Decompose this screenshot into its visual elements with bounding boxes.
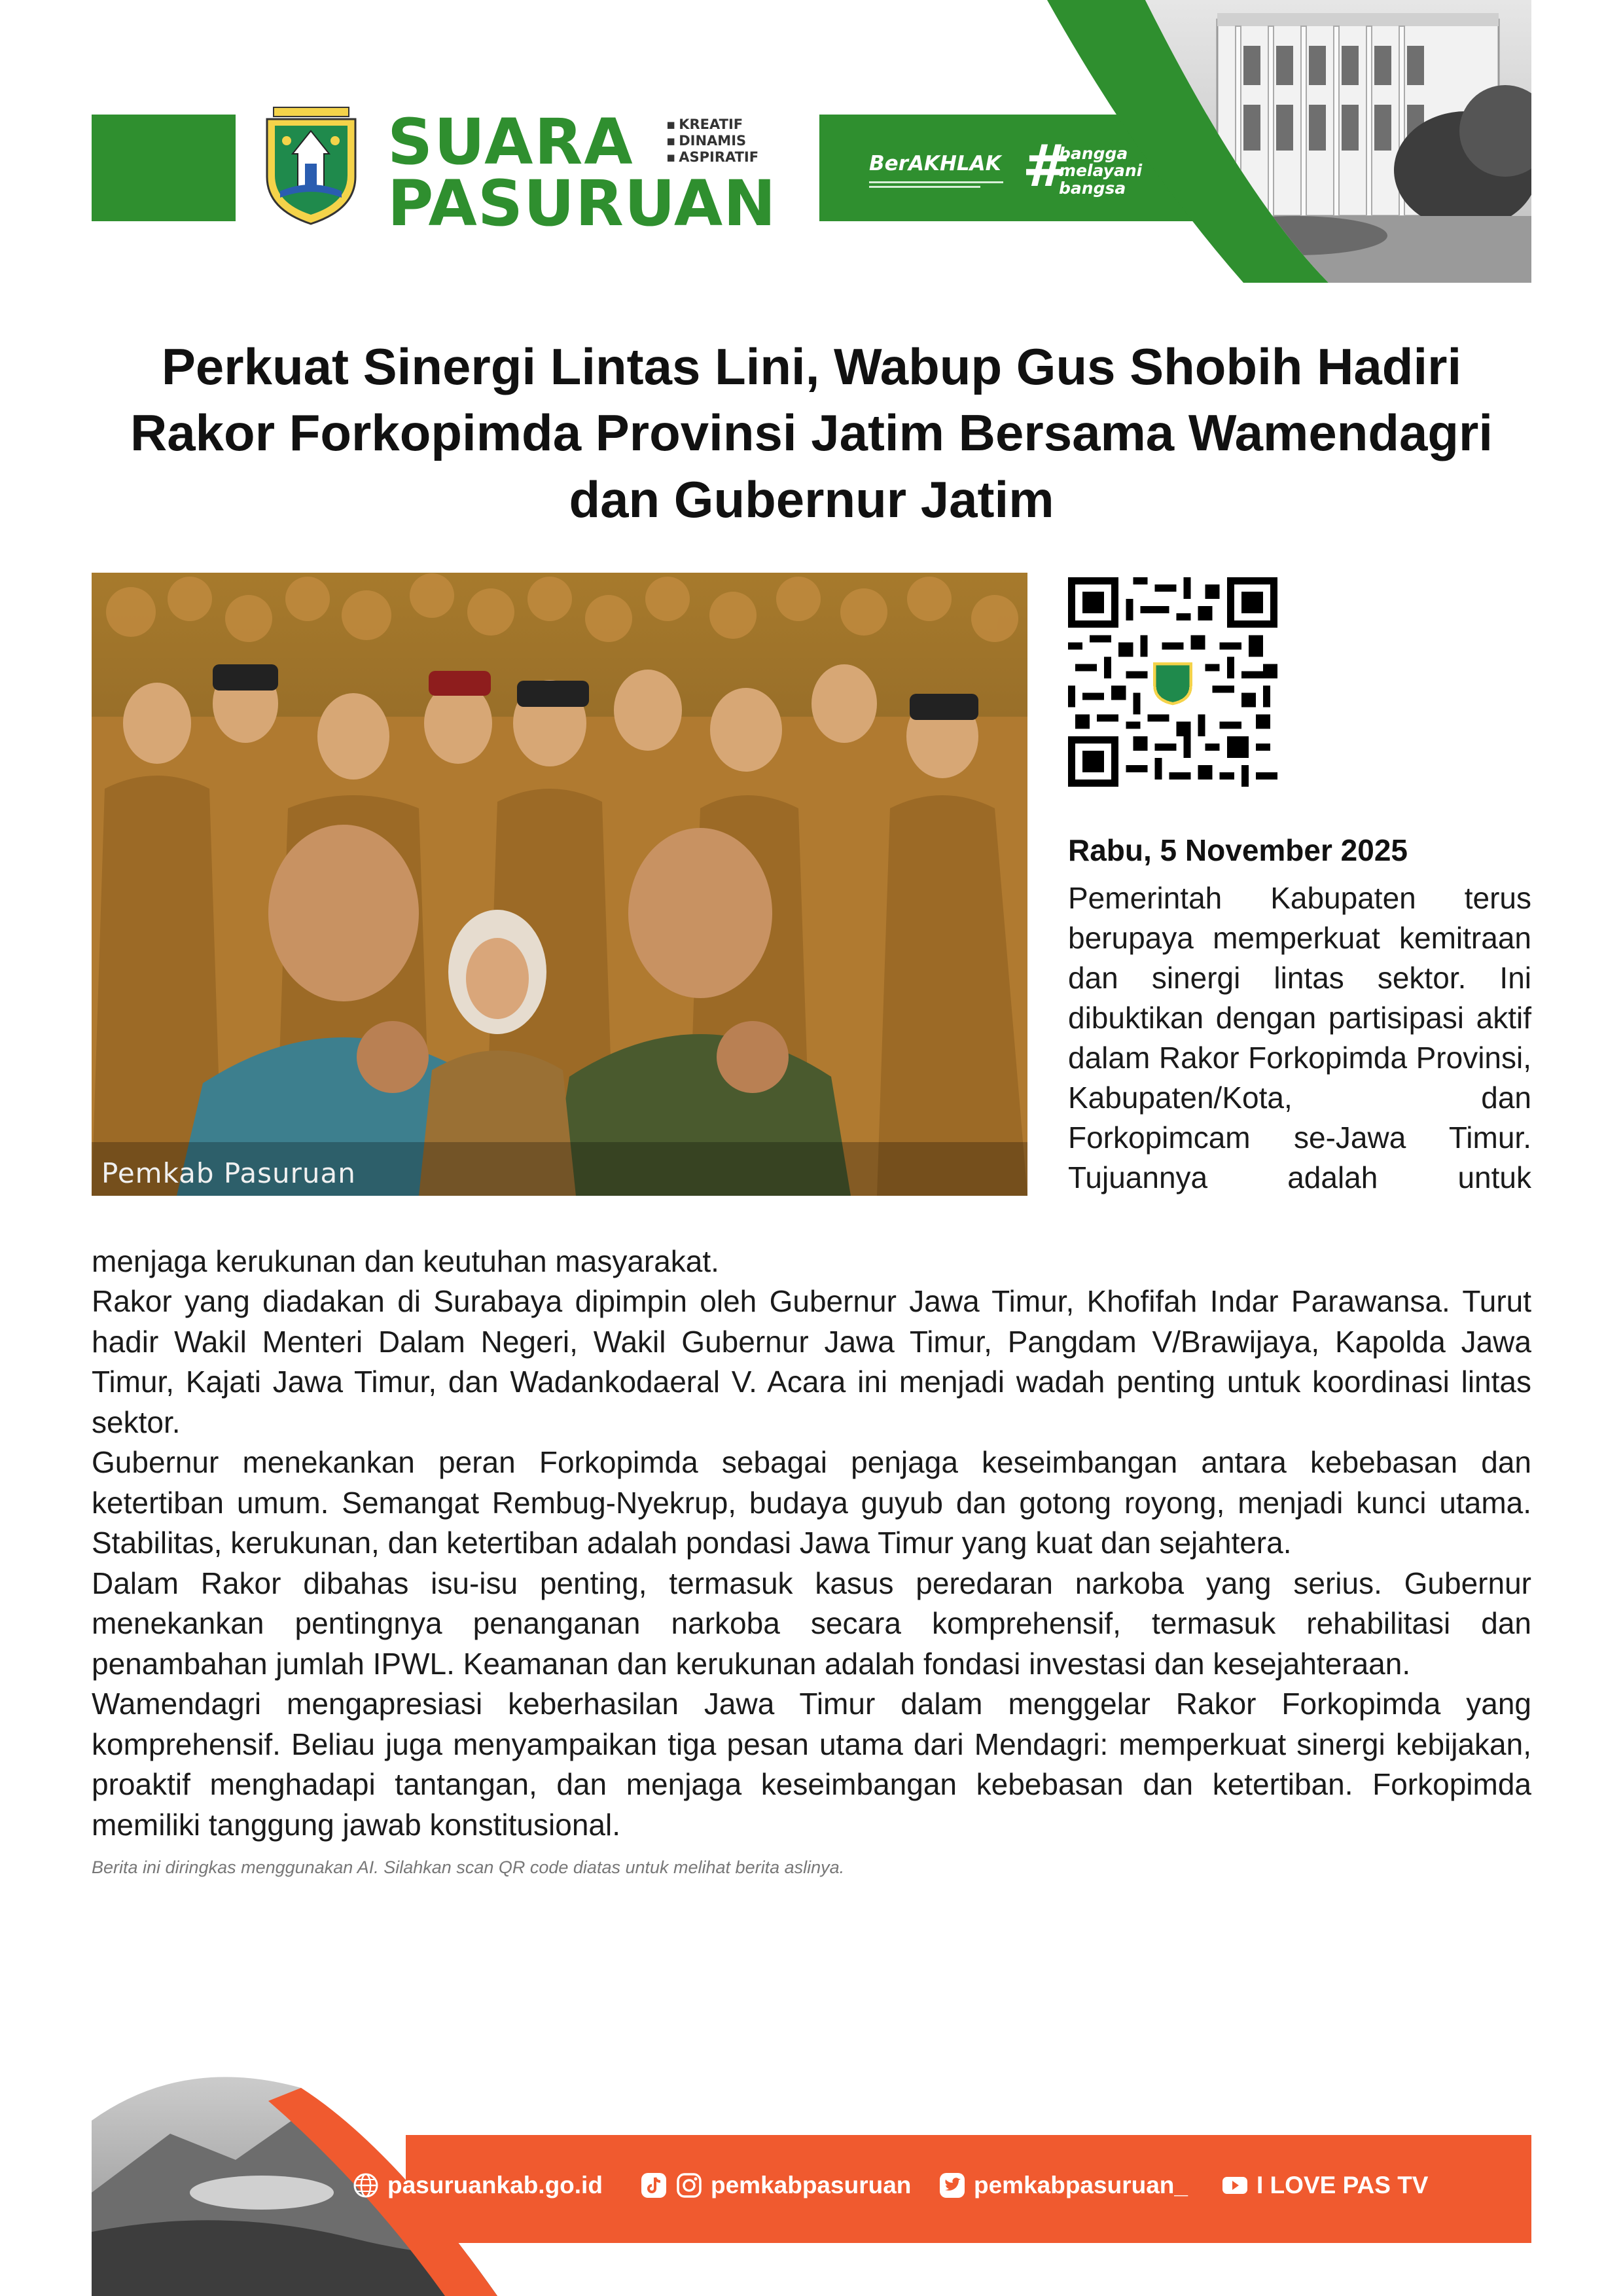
article-date: Rabu, 5 November 2025	[1068, 833, 1408, 867]
article-photo	[92, 573, 1027, 1196]
article-paragraph-3: Dalam Rakor dibahas isu-isu penting, termasuk kasus peredaran narkoba yang serius. Gubernur menekankan pentingnya penanganan narkoba secara komprehensif, termasuk rehabilitasi dan penambahan jumlah IPWL. Keamanan dan kerukunan adalah fondasi investasi dan kesejahteraan.	[92, 1566, 1531, 1681]
globe-icon	[352, 2172, 380, 2199]
hashtag-word-3: bangsa	[1059, 178, 1126, 198]
header-building-photo	[1047, 0, 1531, 283]
brand-taglines	[666, 117, 758, 165]
article-paragraph-4: Wamendagri mengapresiasi keberhasilan Jawa Timur dalam menggelar Rakor Forkopimda yang komprehensif. Beliau juga menyampaikan tiga pesan utama dari Mendagri: memperkuat sinergi kebijakan, proaktif menghadapi tantangan, dan menjaga keseimbangan kebebasan dan ketertiban. Forkopimda memiliki tanggung jawab konstitusional.	[92, 1687, 1531, 1842]
footer-youtube-text: I LOVE PAS TV	[1257, 2172, 1429, 2198]
instagram-icon	[675, 2172, 703, 2199]
footer-website-text: pasuruankab.go.id	[387, 2172, 603, 2198]
article-paragraph-1: Rakor yang diadakan di Surabaya dipimpin oleh Gubernur Jawa Timur, Khofifah Indar Parawansa. Turut hadir Wakil Menteri Dalam Negeri, Wakil Gubernur Jawa Timur, Pangdam V/Brawijaya, Kapolda Jawa Timur, Kajati Jawa Timur, dan Wadankodaeral V. Acara ini menjadi wadah penting untuk koordinasi lintas sektor.	[92, 1284, 1531, 1439]
berakhlak-logo: BerAKHLAK	[869, 152, 1001, 175]
article-lead-paragraph: Pemerintah Kabupaten terus berupaya memperkuat kemitraan dan sinergi lintas sektor. Ini dibuktikan dengan partisipasi aktif dalam Rakor Forkopimda Provinsi, Kabupaten/Kota, dan Forkopimcam se-Jawa Timur. Tujuannya adalah untuk	[1068, 881, 1531, 1194]
header-green-bar-left	[92, 115, 236, 221]
footer-twitter-link[interactable]	[938, 2172, 1188, 2199]
footer-twitter-text: pemkabpasuruan_	[974, 2172, 1188, 2198]
hashtag-word-2: melayani	[1059, 161, 1143, 181]
ai-summary-note: Berita ini diringkas menggunakan AI. Silahkan scan QR code diatas untuk melihat berita aslinya.	[92, 1857, 845, 1877]
pasuruan-regency-crest-icon	[260, 105, 362, 226]
photo-caption: Pemkab Pasuruan	[101, 1157, 356, 1189]
tagline-dinamis: ▪ DINAMIS	[666, 133, 758, 149]
tagline-kreatif: ▪ KREATIF	[666, 117, 758, 133]
youtube-icon	[1221, 2172, 1249, 2199]
article-paragraph-2: Gubernur menekankan peran Forkopimda sebagai penjaga keseimbangan antara kebebasan dan ketertiban umum. Semangat Rembug-Nyekrup, budaya guyub dan gotong royong, menjadi kunci utama. Stabilitas, kerukunan, dan ketertiban adalah pondasi Jawa Timur yang kuat dan sejahtera.	[92, 1445, 1531, 1560]
article-body	[92, 1282, 1531, 1845]
tiktok-icon	[640, 2172, 668, 2199]
hashtag-symbol: #	[1022, 132, 1071, 200]
footer-tiktok-instagram-text: pemkabpasuruan	[711, 2172, 912, 2198]
article-title: Perkuat Sinergi Lintas Lini, Wabup Gus Shobih Hadiri Rakor Forkopimda Provinsi Jatim Bersama Wamendagri dan Gubernur Jatim	[130, 338, 1493, 528]
brand-line-1: SUARA	[387, 105, 634, 179]
qr-code-icon[interactable]	[1068, 577, 1277, 787]
footer-tiktok-instagram-link[interactable]	[640, 2172, 911, 2199]
article-lead-continued: menjaga kerukunan dan keutuhan masyarakat.	[92, 1244, 719, 1278]
footer-youtube-link[interactable]	[1221, 2172, 1428, 2199]
hashtag-word-1: bangga	[1059, 144, 1128, 163]
tagline-aspiratif: ▪ ASPIRATIF	[666, 149, 758, 166]
footer-website-link[interactable]	[352, 2172, 603, 2199]
berakhlak-subtitle-graphic	[869, 180, 1007, 189]
twitter-icon	[938, 2172, 966, 2199]
brand-line-2: PASURUAN	[387, 167, 777, 241]
